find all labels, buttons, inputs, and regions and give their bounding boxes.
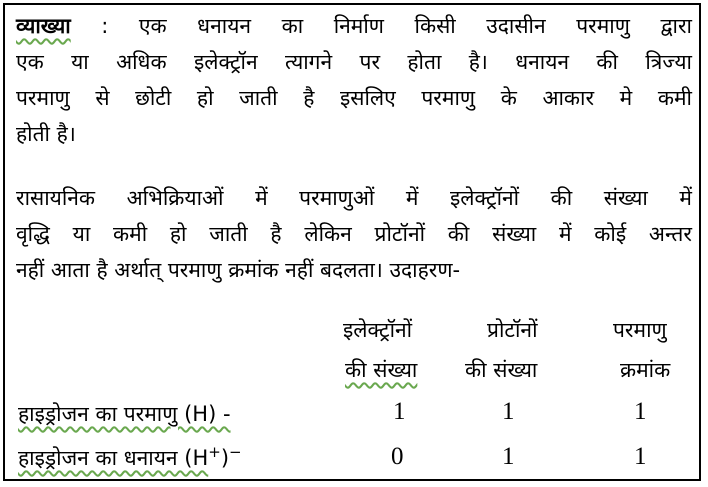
header-atomic-number-line1: परमाणु bbox=[613, 318, 667, 342]
para1-line-4: होती है। bbox=[16, 122, 76, 146]
header-electrons-line2: की संख्या bbox=[345, 358, 418, 382]
para2-line-2: वृद्धि या कमी हो जाती है लेकिन प्रोटॉनों की संख्या में कोई अन्तर bbox=[16, 222, 692, 246]
row1-protons: 1 bbox=[502, 398, 515, 425]
para2-line-3: नहीं आता है अर्थात् परमाणु क्रमांक नहीं बदलता। उदाहरण- bbox=[16, 258, 461, 282]
para2-line-1: रासायनिक अभिक्रियाओं में परमाणुओं में इलेक्ट्रॉनों की संख्या में bbox=[16, 186, 692, 210]
row1-atomic-number: 1 bbox=[634, 398, 647, 425]
header-protons-line1: प्रोटॉनों bbox=[487, 318, 538, 342]
row-hydrogen-cation-label: हाइड्रोजन का धनायन (H+)− bbox=[18, 443, 242, 470]
para1-line-1: व्याख्या : एक धनायन का निर्माण किसी उदासीन परमाणु द्वारा bbox=[16, 14, 692, 38]
header-protons-line2: की संख्या bbox=[465, 358, 538, 382]
para1-line-3: परमाणु से छोटी हो जाती है इसलिए परमाणु के आकार मे कमी bbox=[16, 86, 692, 110]
para1-line-2: एक या अधिक इलेक्ट्रॉन त्यागने पर होता है। धनायन की त्रिज्या bbox=[16, 50, 692, 74]
row2-protons: 1 bbox=[502, 443, 515, 470]
header-atomic-number-line2: क्रमांक bbox=[620, 358, 671, 382]
row-hydrogen-atom-label: हाइड्रोजन का परमाणु (H) - bbox=[18, 402, 231, 426]
paragraph-explanation bbox=[16, 8, 692, 152]
header-electrons-line1: इलेक्ट्रॉनों bbox=[343, 318, 413, 342]
keyword-vyakhya: व्याख्या bbox=[16, 14, 71, 38]
row2-electrons: 0 bbox=[391, 443, 404, 470]
row2-atomic-number: 1 bbox=[634, 443, 647, 470]
paragraph-reactions bbox=[16, 180, 692, 288]
row1-electrons: 1 bbox=[393, 398, 406, 425]
